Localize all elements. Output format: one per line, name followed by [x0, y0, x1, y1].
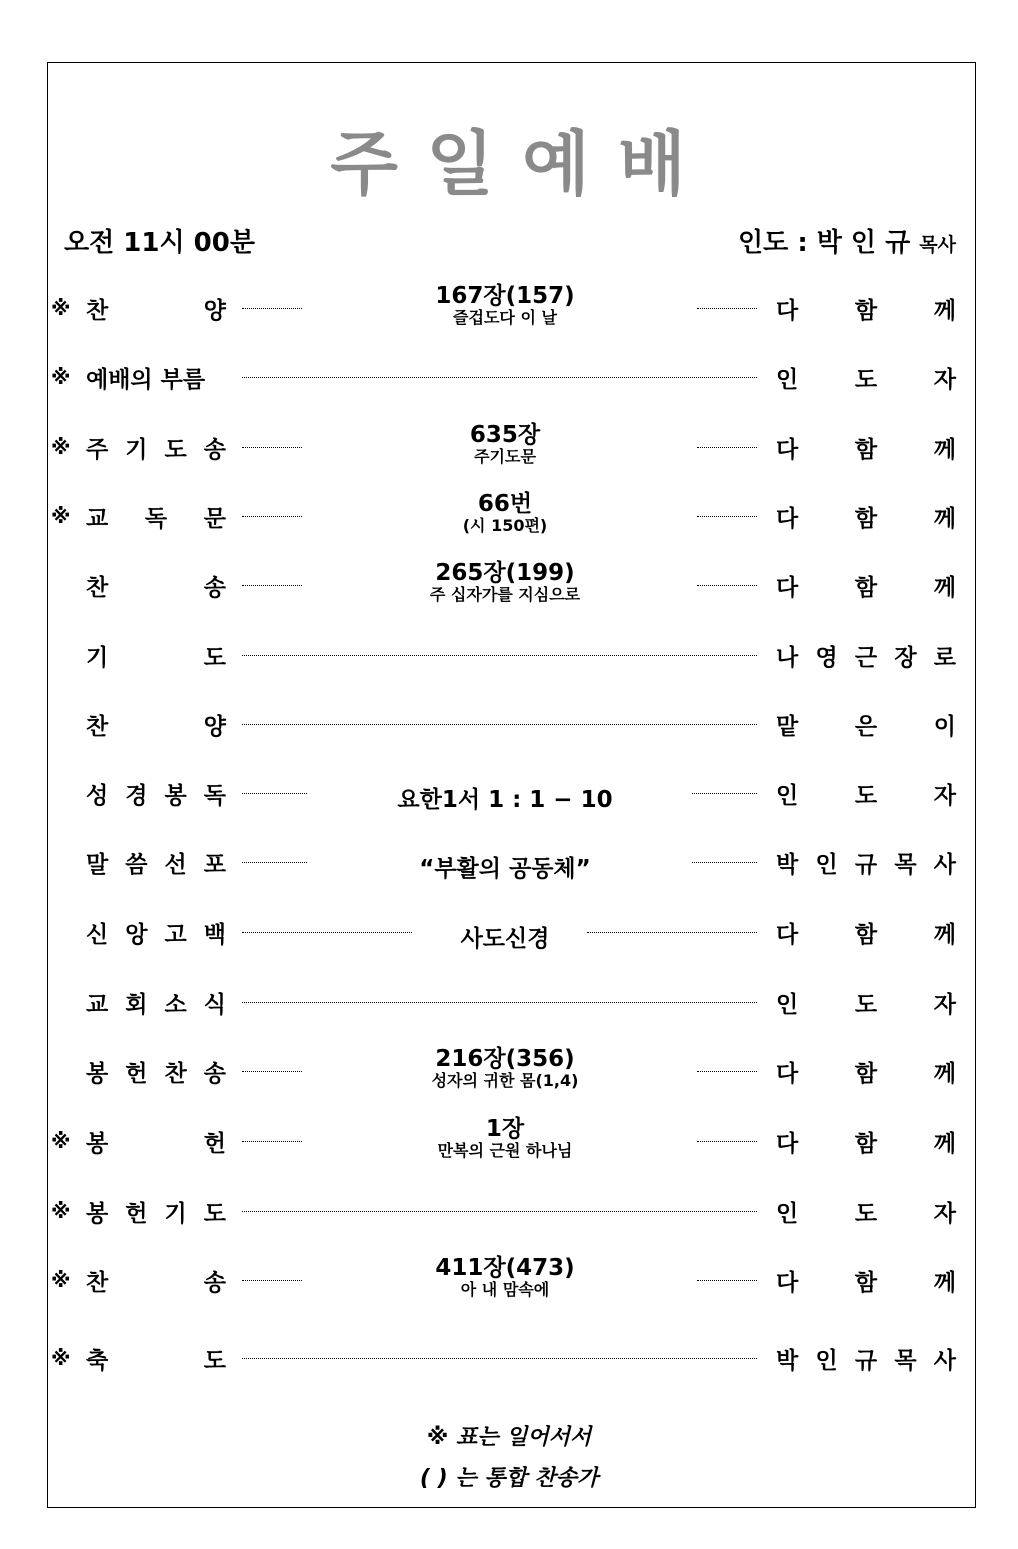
item-label-char: 송 — [203, 437, 226, 463]
item-label-char: 회 — [125, 992, 148, 1018]
item-performer — [776, 846, 956, 879]
item-performer — [776, 1342, 956, 1375]
item-label-char: 찬 — [86, 575, 109, 601]
hymn-number: 411장(473) — [435, 1255, 575, 1281]
performer-char: 이 — [933, 714, 956, 740]
hymn-number: 167장(157) — [435, 283, 575, 309]
hymn-title: 만복의 근원 하나님 — [437, 1141, 573, 1160]
hymn-number: 635장 — [469, 422, 541, 448]
item-label — [86, 1195, 226, 1228]
item-label — [86, 777, 226, 810]
item-label — [86, 1264, 226, 1297]
item-label-char: 찬 — [86, 714, 109, 740]
performer-char: 사 — [933, 852, 956, 878]
worship-item — [0, 284, 1018, 334]
performer-char: 목 — [894, 1348, 917, 1374]
item-label — [86, 846, 226, 879]
item-label-char: 말 — [86, 852, 109, 878]
performer-char: 께 — [933, 922, 956, 948]
item-label-char: 송 — [203, 575, 226, 601]
standing-mark: ※ — [51, 504, 71, 528]
item-label — [86, 916, 226, 949]
performer-char: 함 — [854, 575, 878, 601]
performer-char: 께 — [933, 1270, 956, 1296]
item-label-char: 도 — [164, 437, 187, 463]
dotted-leader — [242, 377, 757, 378]
worship-item — [0, 631, 1018, 681]
item-label-char: 봉 — [86, 1131, 109, 1157]
worship-item — [0, 1334, 1018, 1384]
standing-mark: ※ — [51, 1199, 71, 1223]
performer-char: 함 — [854, 1270, 878, 1296]
performer-char: 도 — [854, 367, 878, 393]
item-label-char: 찬 — [86, 1270, 109, 1296]
item-label-char: 헌 — [125, 1201, 148, 1227]
item-label-char: 경 — [125, 783, 148, 809]
item-performer — [776, 1055, 956, 1088]
dotted-leader — [697, 1280, 757, 1281]
item-label-char: 기 — [164, 1201, 187, 1227]
item-label-char: 도 — [203, 1348, 226, 1374]
dotted-leader — [697, 1071, 757, 1072]
hymn-number: 66번 — [477, 491, 533, 517]
performer-char: 도 — [854, 992, 878, 1018]
item-label-char: 식 — [203, 992, 226, 1018]
dotted-leader — [697, 447, 757, 448]
item-performer — [776, 986, 956, 1019]
performer-char: 근 — [854, 645, 878, 671]
dotted-leader — [697, 585, 757, 586]
worship-item — [0, 492, 1018, 542]
item-label-char: 앙 — [125, 922, 148, 948]
performer-char: 규 — [854, 1348, 878, 1374]
worship-item — [0, 423, 1018, 473]
item-label-char: 봉 — [86, 1201, 109, 1227]
item-detail — [305, 492, 705, 536]
performer-char: 인 — [815, 1348, 838, 1374]
dotted-leader — [242, 793, 307, 794]
performer-char: 다 — [776, 922, 799, 948]
hymn-number: 1장 — [485, 1116, 525, 1142]
dotted-leader — [242, 655, 757, 656]
performer-char: 께 — [933, 506, 956, 532]
item-label-char: 양 — [203, 298, 226, 324]
item-label-char: 독 — [203, 783, 226, 809]
dotted-leader — [697, 308, 757, 309]
dotted-leader — [242, 1141, 302, 1142]
item-label — [86, 986, 226, 1019]
performer-char: 자 — [933, 367, 956, 393]
item-detail — [305, 1256, 705, 1300]
service-time: 오전 11시 00분 — [64, 228, 255, 258]
performer-char: 나 — [776, 645, 799, 671]
performer-char: 다 — [776, 1061, 799, 1087]
item-performer — [776, 361, 956, 394]
performer-char: 함 — [854, 922, 878, 948]
item-performer — [776, 1264, 956, 1297]
item-label-char: 도 — [203, 1201, 226, 1227]
item-label — [86, 569, 226, 602]
item-label-char: 주 — [86, 437, 109, 463]
performer-char: 다 — [776, 437, 799, 463]
item-label-char: 문 — [203, 506, 226, 532]
item-label-char: 교 — [86, 506, 109, 532]
worship-item — [0, 769, 1018, 819]
performer-char: 목 — [894, 852, 917, 878]
item-label — [86, 708, 226, 741]
dotted-leader — [242, 585, 302, 586]
dotted-leader — [242, 1071, 302, 1072]
item-label — [86, 639, 226, 672]
item-performer — [776, 639, 956, 672]
hymn-number: 265장(199) — [435, 560, 575, 586]
worship-item — [0, 1256, 1018, 1306]
dotted-leader — [242, 1280, 302, 1281]
worship-item — [0, 561, 1018, 611]
dotted-leader — [242, 1358, 757, 1359]
dotted-leader — [242, 447, 302, 448]
performer-char: 자 — [933, 992, 956, 1018]
standing-mark: ※ — [51, 435, 71, 459]
item-label-char: 봉 — [164, 783, 187, 809]
worship-item — [0, 838, 1018, 888]
item-label-char: 독 — [144, 506, 168, 532]
item-label-char: 포 — [203, 852, 226, 878]
performer-char: 은 — [854, 714, 878, 740]
dotted-leader — [242, 862, 307, 863]
item-detail: “부활의 공동체” — [419, 856, 591, 882]
item-detail — [305, 284, 705, 328]
dotted-leader — [697, 516, 757, 517]
standing-mark: ※ — [51, 1346, 71, 1370]
item-label-char: 기 — [125, 437, 148, 463]
item-label-char: 축 — [86, 1348, 109, 1374]
performer-char: 께 — [933, 298, 956, 324]
item-label — [86, 1055, 226, 1088]
item-label-char: 기 — [86, 645, 109, 671]
standing-mark: ※ — [51, 1268, 71, 1292]
performer-char: 함 — [854, 298, 878, 324]
hymn-title: 즐겁도다 이 날 — [453, 308, 557, 327]
hymn-title: 성자의 귀한 몸(1,4) — [431, 1071, 579, 1090]
hymn-title: 주 십자가를 지심으로 — [429, 585, 581, 604]
item-label-char: 고 — [164, 922, 187, 948]
standing-mark: ※ — [51, 296, 71, 320]
performer-char: 장 — [894, 645, 917, 671]
leader-title: 목사 — [919, 234, 956, 256]
item-label-char: 찬 — [86, 298, 109, 324]
performer-char: 께 — [933, 1061, 956, 1087]
item-label-char: 씀 — [125, 852, 148, 878]
performer-char: 함 — [854, 1061, 878, 1087]
dotted-leader — [242, 724, 757, 725]
performer-char: 도 — [854, 783, 878, 809]
dotted-leader — [242, 308, 302, 309]
item-label-char: 송 — [203, 1270, 226, 1296]
item-label — [86, 1125, 226, 1158]
performer-char: 사 — [933, 1348, 956, 1374]
page-title: 주 일 예 배 — [330, 123, 688, 205]
item-performer — [776, 916, 956, 949]
service-leader — [738, 222, 956, 259]
worship-item — [0, 908, 1018, 958]
worship-item — [0, 1187, 1018, 1237]
performer-char: 다 — [776, 575, 799, 601]
performer-char: 자 — [933, 783, 956, 809]
item-label-char: 성 — [86, 783, 109, 809]
item-performer — [776, 1195, 956, 1228]
item-label-char: 교 — [86, 992, 109, 1018]
performer-char: 께 — [933, 437, 956, 463]
performer-char: 다 — [776, 1270, 799, 1296]
performer-char: 맡 — [776, 714, 799, 740]
performer-char: 박 — [776, 1348, 799, 1374]
item-label-char: 예배의 부름 — [86, 367, 206, 393]
item-detail — [305, 423, 705, 467]
performer-char: 인 — [776, 783, 799, 809]
worship-item — [0, 700, 1018, 750]
item-label — [86, 431, 226, 464]
item-label — [86, 361, 226, 394]
footer-note-standing: ※ 표는 일어서서 — [426, 1425, 592, 1450]
leader-name: 인도 : 박 인 규 — [738, 228, 911, 258]
performer-char: 함 — [854, 506, 878, 532]
performer-char: 다 — [776, 1131, 799, 1157]
item-detail — [305, 1117, 705, 1161]
item-performer — [776, 569, 956, 602]
item-detail — [305, 1047, 705, 1091]
item-label-char: 봉 — [86, 1061, 109, 1087]
worship-item — [0, 978, 1018, 1028]
performer-char: 도 — [854, 1201, 878, 1227]
hymn-title: 아 내 맘속에 — [460, 1280, 550, 1299]
item-performer — [776, 708, 956, 741]
worship-item — [0, 353, 1018, 403]
item-detail: 사도신경 — [460, 926, 550, 952]
performer-char: 께 — [933, 575, 956, 601]
worship-item — [0, 1047, 1018, 1097]
performer-char: 께 — [933, 1131, 956, 1157]
item-performer — [776, 292, 956, 325]
hymn-number: 216장(356) — [435, 1046, 575, 1072]
item-label-char: 송 — [203, 1061, 226, 1087]
item-label-char: 신 — [86, 922, 109, 948]
item-performer — [776, 777, 956, 810]
performer-char: 함 — [854, 437, 878, 463]
performer-char: 다 — [776, 298, 799, 324]
item-label-char: 헌 — [203, 1131, 226, 1157]
item-label-char: 헌 — [125, 1061, 148, 1087]
item-label — [86, 292, 226, 325]
performer-char: 로 — [933, 645, 956, 671]
item-performer — [776, 1125, 956, 1158]
item-label-char: 찬 — [164, 1061, 187, 1087]
item-label-char: 선 — [164, 852, 187, 878]
performer-char: 인 — [815, 852, 838, 878]
item-detail — [305, 561, 705, 605]
hymn-title: (시 150편) — [462, 516, 548, 535]
performer-char: 박 — [776, 852, 799, 878]
performer-char: 인 — [776, 367, 799, 393]
dotted-leader — [242, 1002, 757, 1003]
performer-char: 자 — [933, 1201, 956, 1227]
item-label — [86, 500, 226, 533]
item-performer — [776, 500, 956, 533]
item-label — [86, 1342, 226, 1375]
standing-mark: ※ — [51, 365, 71, 389]
performer-char: 다 — [776, 506, 799, 532]
item-label-char: 양 — [203, 714, 226, 740]
dotted-leader — [697, 1141, 757, 1142]
worship-item — [0, 1117, 1018, 1167]
performer-char: 인 — [776, 1201, 799, 1227]
hymn-title: 주기도문 — [474, 447, 536, 466]
dotted-leader — [242, 516, 302, 517]
standing-mark: ※ — [51, 1129, 71, 1153]
footer-note-hymnal: ( ) 는 통합 찬송가 — [419, 1466, 599, 1491]
item-performer — [776, 431, 956, 464]
performer-char: 영 — [815, 645, 838, 671]
dotted-leader — [242, 1211, 757, 1212]
performer-char: 함 — [854, 1131, 878, 1157]
item-detail: 요한1서 1 : 1 − 10 — [397, 787, 613, 813]
item-label-char: 소 — [164, 992, 187, 1018]
performer-char: 인 — [776, 992, 799, 1018]
item-label-char: 백 — [203, 922, 226, 948]
item-label-char: 도 — [203, 645, 226, 671]
performer-char: 규 — [854, 852, 878, 878]
